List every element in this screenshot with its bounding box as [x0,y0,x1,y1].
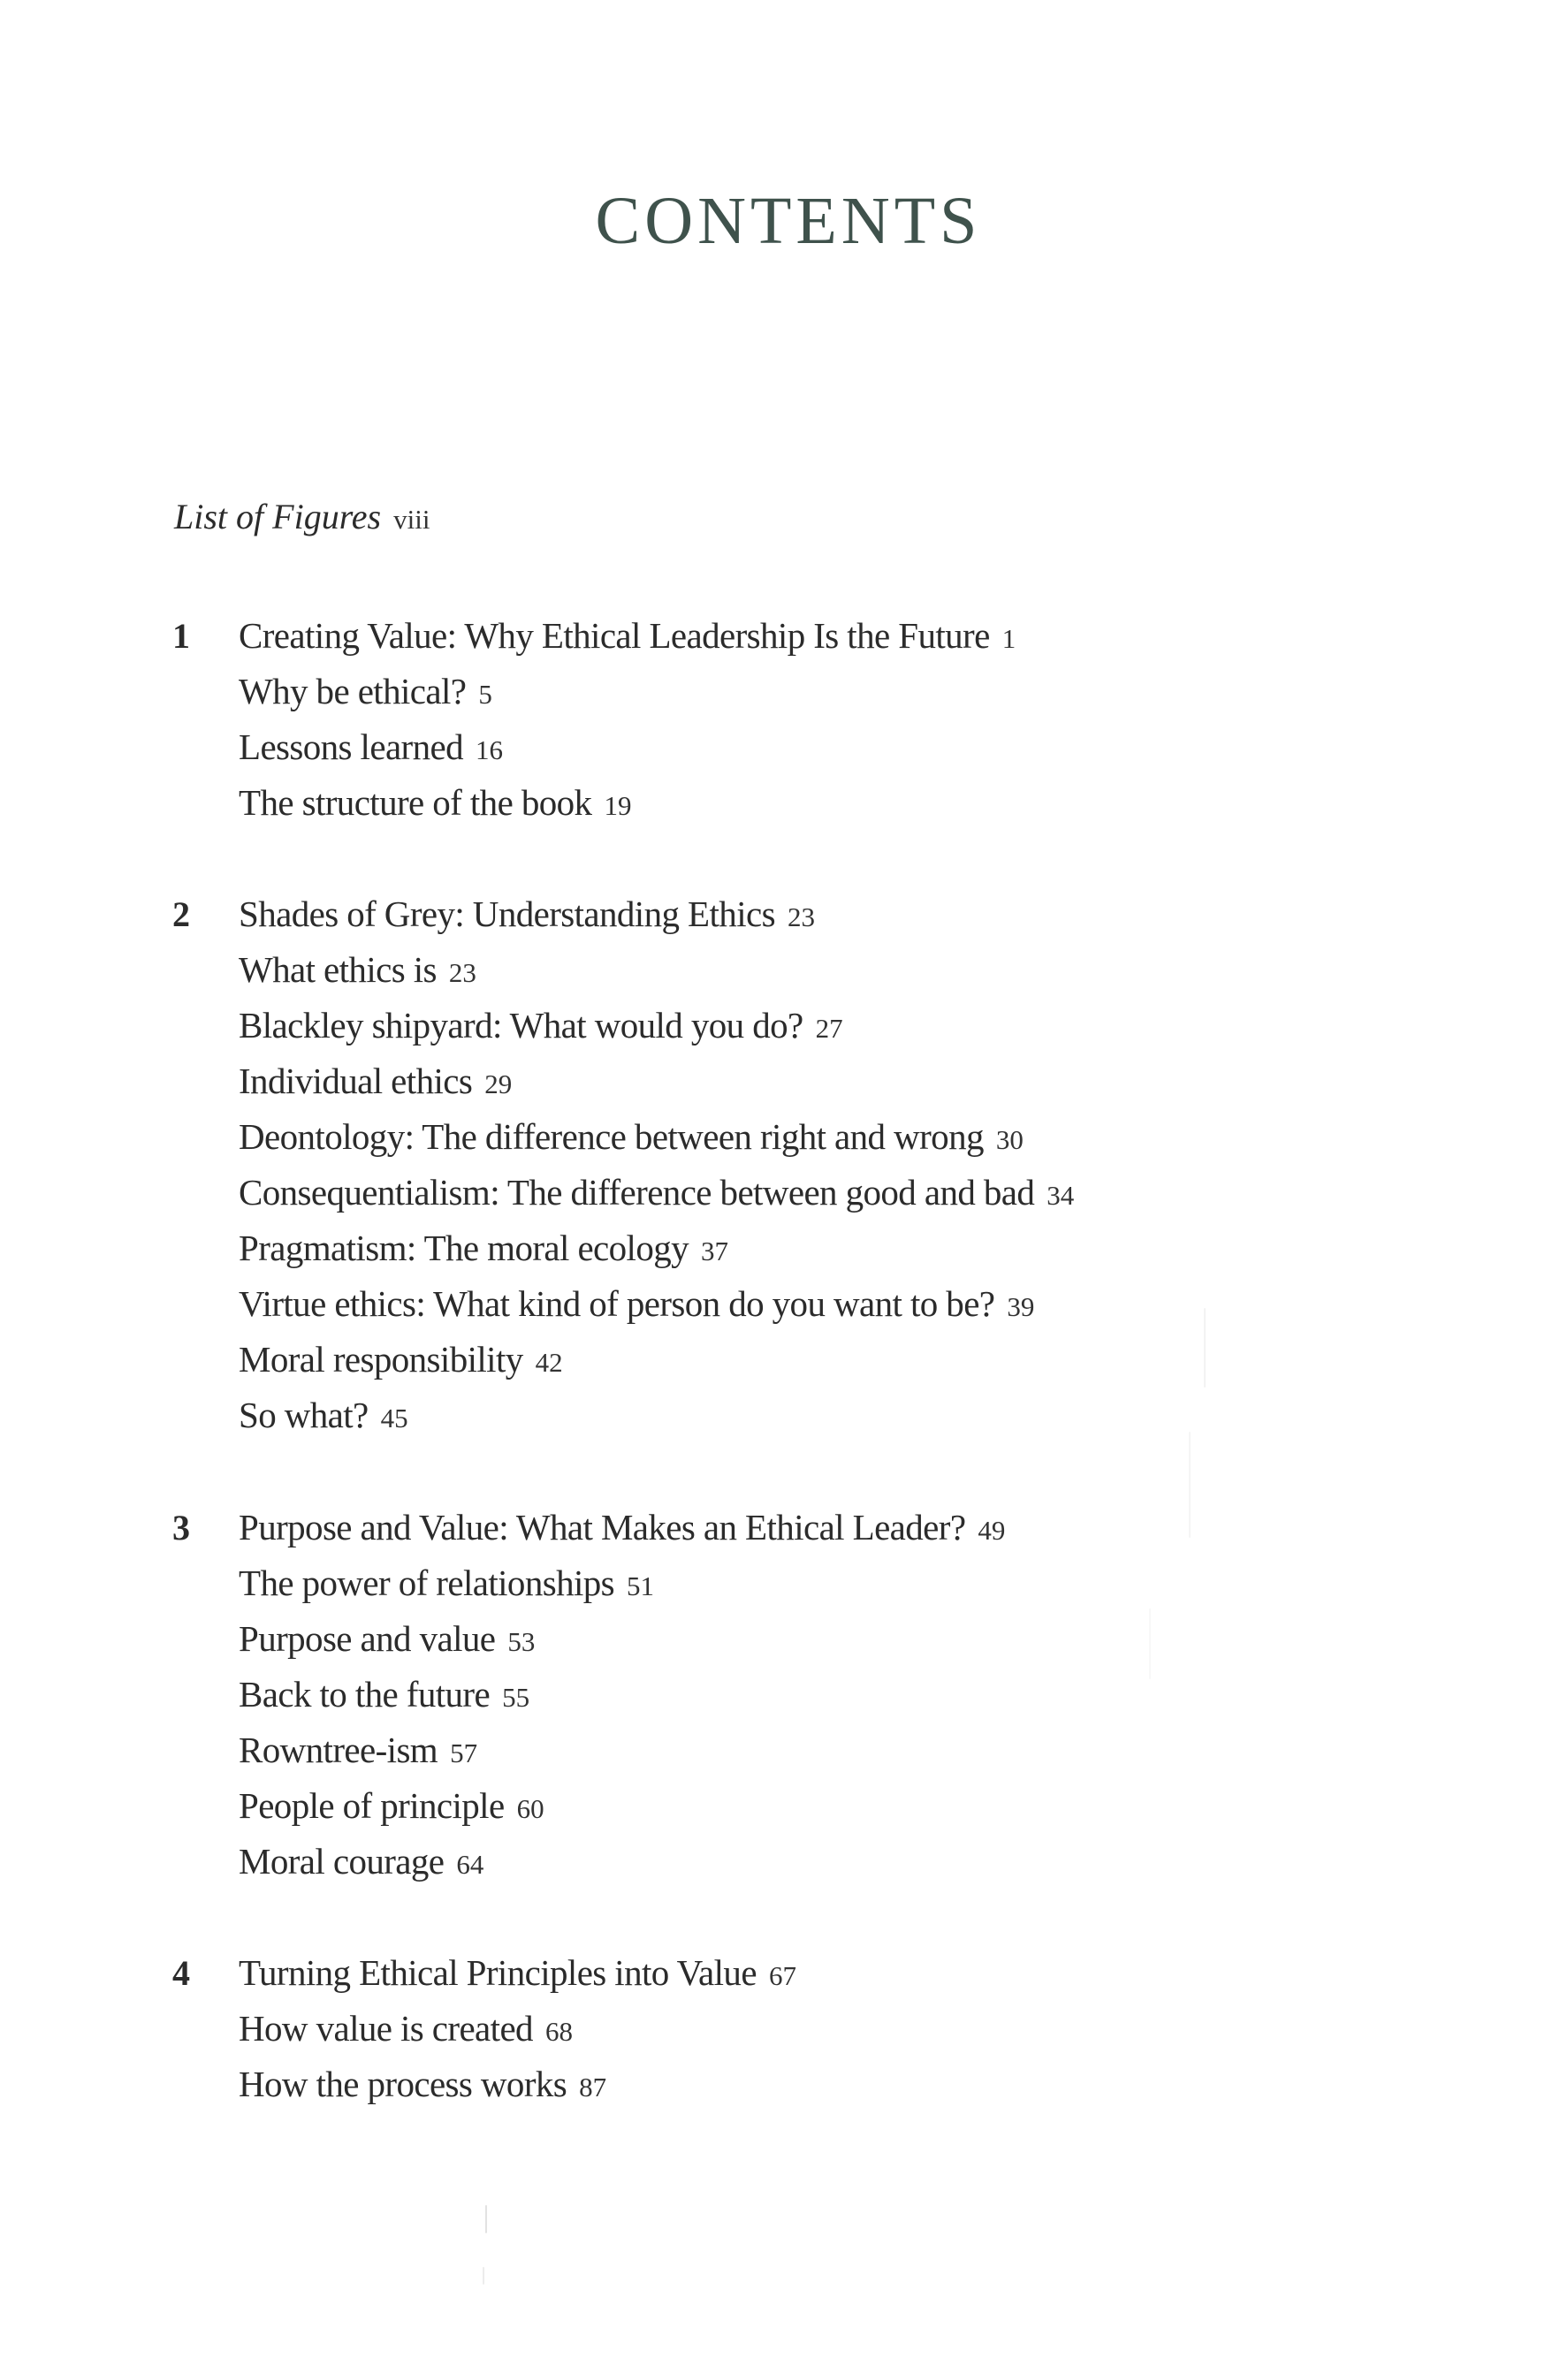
chapter-title: Purpose and Value: What Makes an Ethical Leader? [239,1507,966,1547]
section-title: Why be ethical? [239,671,467,711]
section-entry[interactable] [0,1667,1568,1722]
chapter-heading[interactable] [0,608,1568,664]
section-entry[interactable] [0,1778,1568,1834]
page-number: 30 [995,1124,1024,1155]
chapter-number: 2 [172,894,190,934]
section-title: What ethics is [239,949,437,990]
section-title: How the process works [239,2064,567,2104]
chapter-number: 1 [172,616,190,656]
page-number: 29 [484,1068,513,1099]
page-number: 37 [701,1236,729,1266]
section-entry[interactable] [0,998,1568,1053]
chapter-title: Shades of Grey: Understanding Ethics [239,893,775,934]
chapter-3 [0,1500,1568,1890]
page-number: 42 [535,1347,563,1378]
page-number: 53 [507,1626,536,1657]
page-number: 64 [456,1849,484,1880]
section-title: Purpose and value [239,1618,496,1659]
page-number: 49 [978,1515,1006,1546]
chapter-title: Creating Value: Why Ethical Leadership Is the Future [239,615,990,656]
section-entry[interactable] [0,775,1568,831]
section-title: Moral responsibility [239,1339,523,1380]
chapter-heading[interactable] [0,1500,1568,1555]
scan-artifact [485,2205,487,2233]
section-entry[interactable] [0,664,1568,719]
chapter-title: Turning Ethical Principles into Value [239,1952,757,1993]
section-entry[interactable] [0,1276,1568,1332]
section-entry[interactable] [0,942,1568,998]
section-entry[interactable] [0,1555,1568,1611]
page-number: 27 [815,1013,843,1044]
section-title: People of principle [239,1785,505,1826]
section-title: Individual ethics [239,1061,473,1101]
chapter-heading[interactable] [0,1945,1568,2001]
section-title: How value is created [239,2008,533,2049]
section-title: Deontology: The difference between right and wrong [239,1116,984,1157]
page-number: viii [393,504,430,535]
section-entry[interactable] [0,1834,1568,1890]
page-number: 45 [380,1403,408,1433]
page-number: 34 [1047,1180,1075,1211]
chapter-number: 4 [172,1953,190,1993]
scan-artifact [1204,1308,1206,1388]
toc-entry-list-of-figures[interactable] [174,499,430,535]
section-title: Consequentialism: The difference between good and bad [239,1172,1035,1213]
section-entry[interactable] [0,1053,1568,1109]
page-number: 67 [768,1960,796,1991]
section-entry[interactable] [0,2001,1568,2057]
page-number: 1 [1001,623,1016,654]
section-entry[interactable] [0,1332,1568,1388]
section-title: The structure of the book [239,782,592,823]
chapter-heading[interactable] [0,886,1568,942]
page-number: 68 [544,2016,573,2047]
page-number: 16 [476,734,503,765]
section-entry[interactable] [0,1109,1568,1165]
section-title: So what? [239,1395,369,1435]
page-number: 57 [450,1737,478,1768]
page-title: CONTENTS [595,184,982,258]
page-number: 19 [604,790,632,821]
page-number: 23 [787,901,815,932]
page-number: 5 [478,679,492,710]
section-title: Moral courage [239,1841,445,1882]
section-entry[interactable] [0,2057,1568,2112]
chapter-1 [0,608,1568,831]
section-entry[interactable] [0,1388,1568,1443]
section-title: Lessons learned [239,726,463,767]
chapter-2 [0,886,1568,1443]
section-entry[interactable] [0,1722,1568,1778]
section-entry[interactable] [0,1165,1568,1220]
section-entry[interactable] [0,1611,1568,1667]
section-entry[interactable] [0,719,1568,775]
page-number: 60 [516,1793,544,1824]
scan-artifact [1149,1608,1151,1679]
page-number: 23 [448,957,476,988]
page-number: 51 [627,1570,655,1601]
scan-artifact [1189,1432,1191,1538]
page-number: 87 [579,2072,607,2102]
chapter-number: 3 [172,1508,190,1547]
section-title: The power of relationships [239,1563,615,1603]
section-title: Virtue ethics: What kind of person do you want to be? [239,1283,995,1324]
page-number: 39 [1007,1291,1035,1322]
section-title: Rowntree-ism [239,1730,438,1770]
chapter-4 [0,1945,1568,2112]
section-title: Blackley shipyard: What would you do? [239,1005,803,1046]
section-entry[interactable] [0,1220,1568,1276]
scan-artifact [483,2267,484,2285]
section-title: Pragmatism: The moral ecology [239,1228,689,1268]
front-matter-label: List of Figures [174,497,382,536]
section-title: Back to the future [239,1674,491,1715]
page-number: 55 [502,1682,530,1713]
